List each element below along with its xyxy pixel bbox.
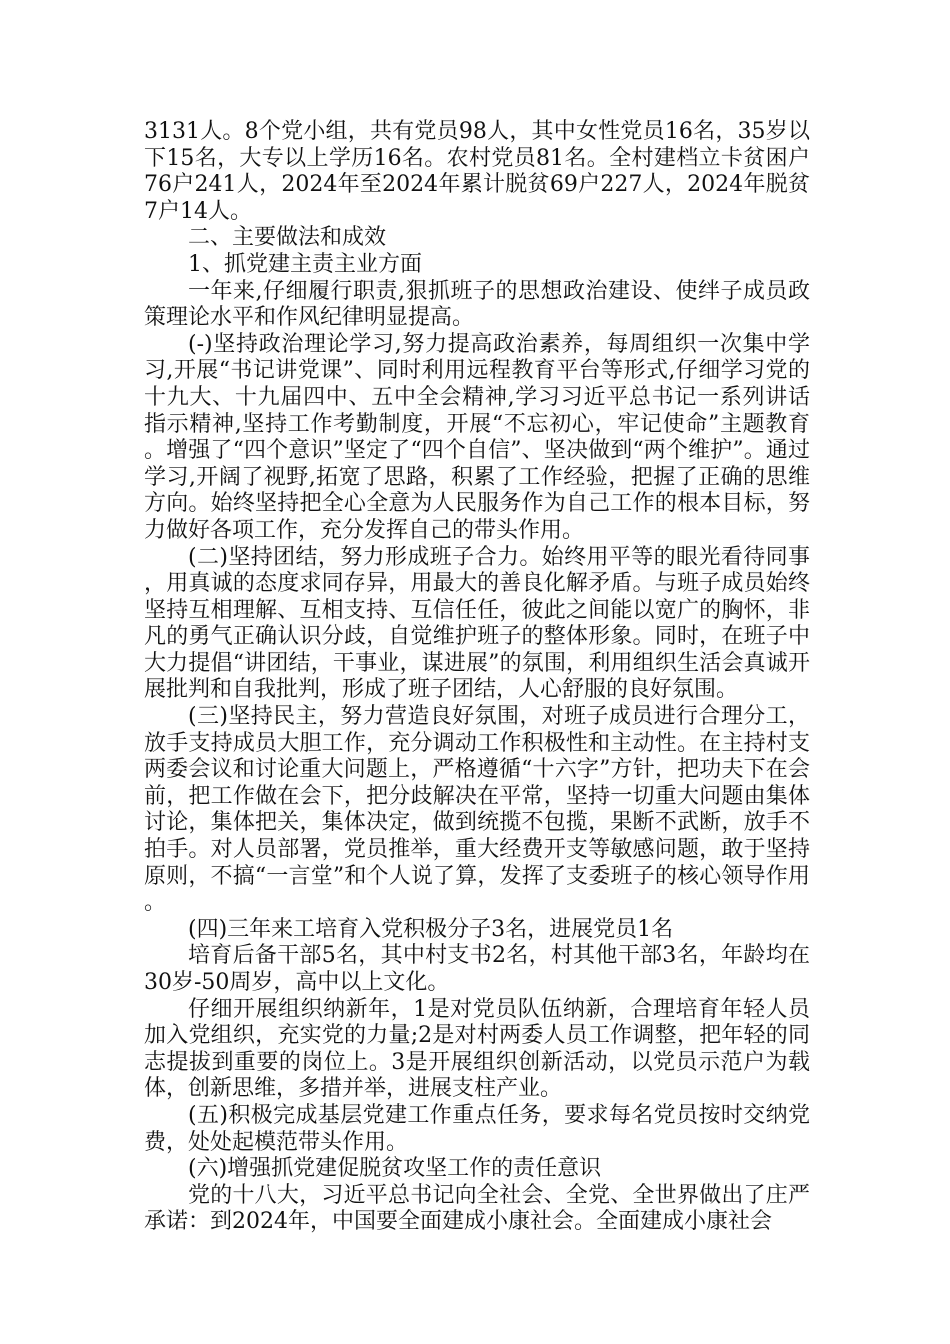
paragraph-unity: (二)坚持团结，努力形成班子合力。始终用平等的眼光看待同事，用真诚的态度求同存异，用最大的善良化解矛盾。与班子成员始终坚持互相理解、互相支持、互信任任，彼此之间能以宽广的胸怀，非凡的勇气正确认识分歧，自觉维护班子的整体形象。同时，在班子中大力提倡“讲团结，干事业，谋进展”的氛围，利用组织生活会真诚开展批判和自我批判，形成了班子团结，人心舒服的良好氛围。 xyxy=(144,544,810,703)
subsection-heading-party-building: 1、抓党建主责主业方面 xyxy=(188,251,422,277)
paragraph-duties: 一年来,仔细履行职责,狠抓班子的思想政治建设、使绊子成员政策理论水平和作风纪律明显提高。 xyxy=(144,278,810,331)
paragraph-poverty-responsibility: (六)增强抓党建促脱贫攻坚工作的责任意识 xyxy=(188,1156,602,1182)
paragraph-organization-renewal: 仔细开展组织纳新年，1是对党员队伍纳新，合理培育年轻人员加入党组织，充实党的力量;2是对村两委人员工作调整，把年轻的同志提拔到重要的岗位上。3是开展组织创新活动，以党员示范户为载体，创新思维，多措并举，进展支柱产业。 xyxy=(144,996,810,1102)
paragraph-key-tasks: (五)积极完成基层党建工作重点任务，要求每名党员按时交纳党费，处处起模范带头作用。 xyxy=(144,1102,810,1155)
paragraph-new-members: (四)三年来工培育入党积极分子3名，进展党员1名 xyxy=(188,916,674,942)
paragraph-political-study: (-)坚持政治理论学习,努力提高政治素养，每周组织一次集中学习,开展“书记讲党课”、同时利用远程教育平台等形式,仔细学习党的十九大、十九届四中、五中全会精神,学习习近平总书记一系列讲话指示精神,坚持工作考勤制度，开展“不忘初心，牢记使命”主题教育。增强了“四个意识”坚定了“四个自信”、坚决做到“两个维护”。通过学习,开阔了视野,拓宽了思路，积累了工作经验，把握了正确的思维方向。始终坚持把全心全意为人民服务作为自己工作的根本目标，努力做好各项工作，充分发挥自己的带头作用。 xyxy=(144,331,810,543)
paragraph-village-statistics: 3131人。8个党小组，共有党员98人，其中女性党员16名，35岁以下15名，大专以上学历16名。农村党员81名。全村建档立卡贫困户76户241人，2024年至2024年累计脱贫69户227人，2024年脱贫7户14人。 xyxy=(144,119,810,224)
paragraph-democracy: (三)坚持民主，努力营造良好氛围，对班子成员进行合理分工，放手支持成员大胆工作，充分调动工作积极性和主动性。在主持村支两委会议和讨论重大问题上，严格遵循“十六字”方针，把功夫下在会前，把工作做在会下，把分歧解决在平常，坚持一切重大问题由集体讨论，集体把关，集体决定，做到统揽不包揽，果断不武断，放手不拍手。对人员部署，党员推举，重大经费开支等敏感问题，敢于坚持原则，不搞“一言堂”和个人说了算，发挥了支委班子的核心领导作用。 xyxy=(144,704,810,916)
paragraph-xiaokang-commitment: 党的十八大，习近平总书记向全社会、全党、全世界做出了庄严承诺：到2024年，中国要全面建成小康社会。全面建成小康社会 xyxy=(144,1182,810,1235)
section-heading-main-practices: 二、主要做法和成效 xyxy=(188,225,387,251)
paragraph-reserve-cadres: 培育后备干部5名，其中村支书2名，村其他干部3名，年龄均在30岁-50周岁，高中以上文化。 xyxy=(144,943,810,995)
document-body xyxy=(144,119,810,1236)
